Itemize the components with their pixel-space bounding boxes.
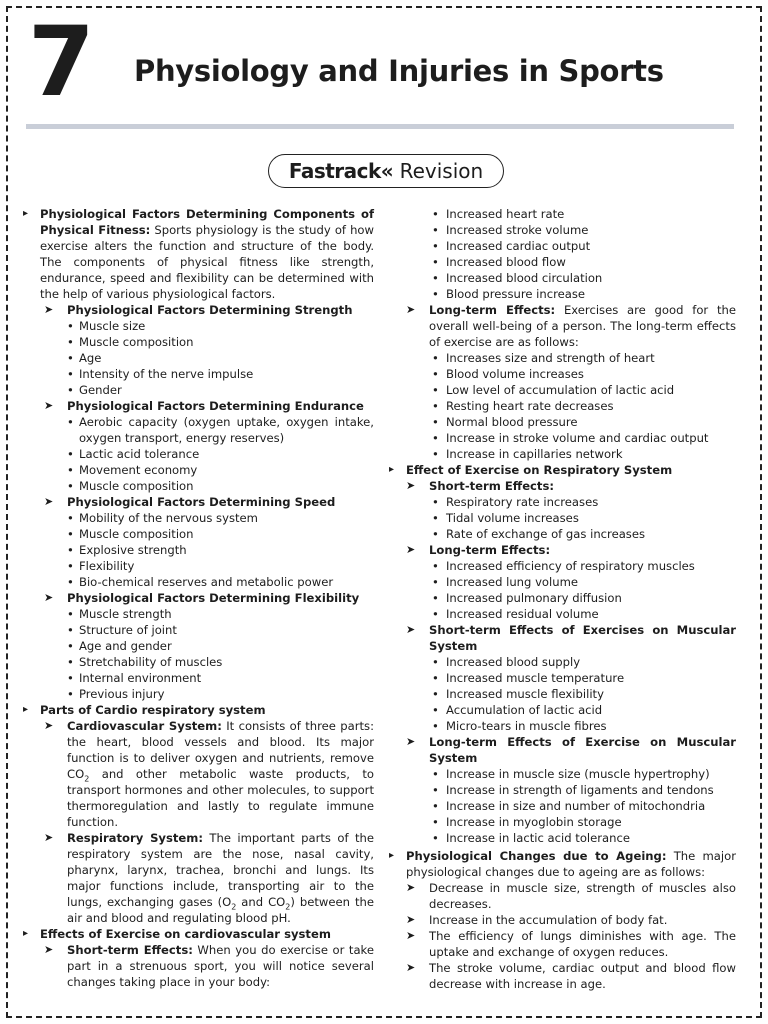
subscript: 2 (84, 774, 90, 784)
list-item-text: Gender (79, 383, 122, 397)
list-item-text: Previous injury (79, 687, 165, 701)
list-item (388, 222, 736, 238)
list-item-text: Blood pressure increase (446, 287, 586, 301)
list-item-text: Muscle strength (79, 607, 172, 621)
list-item-text: Increased blood circulation (446, 271, 603, 285)
bullet-icon: • (432, 239, 439, 253)
bullet-icon: • (67, 383, 74, 397)
list-item (22, 366, 374, 382)
list-item-text: Increase in strength of ligaments and tendons (446, 783, 714, 797)
subsection-title: Long-term Effects of Exercise on Muscular System (429, 735, 736, 765)
list-item (388, 590, 736, 606)
list-item (388, 254, 736, 270)
list-item (388, 814, 736, 830)
bullet-icon: • (432, 703, 439, 717)
list-item (22, 414, 374, 446)
subsection-title: Respiratory System: (67, 831, 203, 845)
subsection-flexibility (22, 590, 374, 606)
subsection-text: and other metabolic waste products, to transport hormones and other molecules, to support thermoregulation and lastly to regulate immune function. (67, 767, 374, 829)
bullet-icon: • (67, 639, 74, 653)
list-item-text: Resting heart rate decreases (446, 399, 614, 413)
list-item-text: Increase in the accumulation of body fat. (429, 913, 668, 927)
list-item-text: Increases size and strength of heart (446, 351, 655, 365)
arrowhead-icon: ➤ (406, 929, 416, 942)
subsection-text: It consists of three parts: the heart, blood vessels and blood. Its major function is to deliver oxygen and nutrients, remove CO (67, 719, 374, 781)
bullet-icon: • (432, 799, 439, 813)
section-title: Parts of Cardio respiratory system (40, 703, 266, 717)
list-item-text: Tidal volume increases (446, 511, 579, 525)
list-item (388, 574, 736, 590)
arrowhead-icon: ➤ (406, 543, 416, 556)
subsection-title: Long-term Effects: (429, 303, 556, 317)
list-item (22, 558, 374, 574)
arrow-bullet-icon: ▸ (23, 208, 29, 219)
bullet-icon: • (67, 367, 74, 381)
list-item-text: Muscle composition (79, 479, 194, 493)
list-item (388, 430, 736, 446)
list-item-text: Flexibility (79, 559, 135, 573)
bullet-icon: • (432, 447, 439, 461)
list-item (22, 318, 374, 334)
arrowhead-icon: ➤ (44, 943, 54, 956)
bullet-icon: • (432, 223, 439, 237)
list-item-text: Increase in stroke volume and cardiac output (446, 431, 709, 445)
bullet-icon: • (432, 255, 439, 269)
bullet-icon: • (67, 463, 74, 477)
list-item-text: Lactic acid tolerance (79, 447, 200, 461)
subsection-short-term (22, 942, 374, 990)
list-item-text: Increased muscle flexibility (446, 687, 604, 701)
section-cardio-respiratory (22, 702, 374, 718)
arrowhead-icon: ➤ (406, 303, 416, 316)
list-item-text: Decrease in muscle size, strength of muscles also decreases. (429, 881, 736, 911)
bullet-icon: • (432, 287, 439, 301)
bullet-icon: • (67, 319, 74, 333)
arrowhead-icon: ➤ (44, 719, 54, 732)
list-item (22, 478, 374, 494)
list-item-text: Increased stroke volume (446, 223, 589, 237)
list-item (388, 830, 736, 846)
bullet-icon: • (432, 559, 439, 573)
list-item (388, 606, 736, 622)
bullet-icon: • (432, 271, 439, 285)
section-text: Sports physiology is the study of how exercise alters the function and structure of the body. The components of physical fitness like strength, endurance, speed and flexibility can be determined with the help of various physiological factors. (40, 223, 374, 301)
list-item-text: Increased residual volume (446, 607, 599, 621)
arrow-bullet-icon: ▸ (389, 850, 395, 861)
list-item-text: Increased muscle temperature (446, 671, 625, 685)
list-item-text: Increase in lactic acid tolerance (446, 831, 630, 845)
subsection-text: When you do exercise or take part in a strenuous sport, you will notice several changes taking place in your body: (67, 943, 374, 989)
bullet-icon: • (432, 367, 439, 381)
subsection-title: Short-term Effects: (67, 943, 193, 957)
list-item (388, 206, 736, 222)
left-column (22, 206, 374, 990)
subsection-strength (22, 302, 374, 318)
list-item (388, 510, 736, 526)
arrowhead-icon: ➤ (406, 735, 416, 748)
list-item-text: Low level of accumulation of lactic acid (446, 383, 675, 397)
list-item-text: Normal blood pressure (446, 415, 578, 429)
list-item (388, 366, 736, 382)
list-item (22, 574, 374, 590)
bullet-icon: • (67, 511, 74, 525)
subsection-text: and CO (236, 895, 286, 909)
subsection-endurance (22, 398, 374, 414)
list-item-text: Increased heart rate (446, 207, 565, 221)
section-title: Physiological Changes due to Ageing: (406, 849, 667, 863)
bullet-icon: • (67, 575, 74, 589)
bullet-icon: • (432, 431, 439, 445)
list-item-text: Increased efficiency of respiratory muscles (446, 559, 695, 573)
list-item-text: Aerobic capacity (oxygen uptake, oxygen intake, oxygen transport, energy reserves) (79, 415, 374, 445)
arrowhead-icon: ➤ (44, 399, 54, 412)
subsection-text: The important parts of the respiratory system are the nose, nasal cavity, pharynx, larynx, trachea, bronchi and lungs. Its major functions include, transporting air to the lungs, exchanging gases (O (67, 831, 374, 909)
list-item-text: Blood volume increases (446, 367, 584, 381)
arrowhead-icon: ➤ (44, 495, 54, 508)
subsection-title: Physiological Factors Determining Speed (67, 495, 336, 509)
bullet-icon: • (67, 559, 74, 573)
badge-label: Revision (393, 159, 484, 183)
bullet-icon: • (432, 511, 439, 525)
title-divider (26, 124, 734, 129)
arrowhead-icon: ➤ (44, 303, 54, 316)
list-item-text: Muscle size (79, 319, 146, 333)
list-item (388, 414, 736, 430)
section-text: The major physiological changes due to ageing are as follows: (406, 849, 736, 879)
list-item (388, 928, 736, 960)
list-item-text: Muscle composition (79, 527, 194, 541)
subsection-short-term (388, 478, 736, 494)
badge-chevron-icon: « (380, 159, 394, 183)
arrowhead-icon: ➤ (44, 831, 54, 844)
bullet-icon: • (67, 671, 74, 685)
bullet-icon: • (67, 623, 74, 637)
bullet-icon: • (67, 527, 74, 541)
list-item-text: Increase in muscle size (muscle hypertrophy) (446, 767, 710, 781)
list-item-text: Increased pulmonary diffusion (446, 591, 622, 605)
list-item (388, 766, 736, 782)
section-physical-fitness (22, 206, 374, 302)
bullet-icon: • (432, 655, 439, 669)
list-item (22, 510, 374, 526)
subsection-speed (22, 494, 374, 510)
list-item-text: Stretchability of muscles (79, 655, 223, 669)
list-item (388, 494, 736, 510)
bullet-icon: • (432, 671, 439, 685)
list-item (388, 686, 736, 702)
arrow-bullet-icon: ▸ (23, 928, 29, 939)
list-item-text: The stroke volume, cardiac output and blood flow decrease with increase in age. (429, 961, 736, 991)
list-item-text: Increased blood supply (446, 655, 581, 669)
badge-brand: Fastrack (288, 159, 381, 183)
list-item (388, 350, 736, 366)
list-item (22, 686, 374, 702)
list-item-text: Increase in capillaries network (446, 447, 623, 461)
subsection-long-term (388, 542, 736, 558)
list-item (22, 446, 374, 462)
right-column (388, 206, 736, 992)
list-item-text: Internal environment (79, 671, 202, 685)
arrowhead-icon: ➤ (406, 881, 416, 894)
bullet-icon: • (67, 479, 74, 493)
list-item (388, 382, 736, 398)
arrowhead-icon: ➤ (406, 623, 416, 636)
bullet-icon: • (432, 607, 439, 621)
section-respiratory-effects (388, 462, 736, 478)
subsection-title: Short-term Effects: (429, 479, 555, 493)
bullet-icon: • (432, 575, 439, 589)
list-item-text: Bio-chemical reserves and metabolic power (79, 575, 334, 589)
section-title: Effects of Exercise on cardiovascular system (40, 927, 331, 941)
list-item (388, 558, 736, 574)
section-title: Physiological Factors Determining Components of Physical Fitness: (40, 207, 374, 237)
list-item (22, 654, 374, 670)
list-item (22, 334, 374, 350)
subsection-title: Physiological Factors Determining Flexibility (67, 591, 360, 605)
bullet-icon: • (432, 767, 439, 781)
list-item (388, 718, 736, 734)
arrow-bullet-icon: ▸ (23, 704, 29, 715)
subsection-muscular-long-term (388, 734, 736, 766)
list-item-text: Muscle composition (79, 335, 194, 349)
bullet-icon: • (67, 447, 74, 461)
bullet-icon: • (432, 399, 439, 413)
bullet-icon: • (432, 687, 439, 701)
section-cardiovascular-effects (22, 926, 374, 942)
list-item-text: Increase in size and number of mitochondria (446, 799, 706, 813)
list-item (388, 702, 736, 718)
list-item (22, 638, 374, 654)
list-item (388, 526, 736, 542)
subsection-title: Long-term Effects: (429, 543, 551, 557)
subsection-cardiovascular (22, 718, 374, 830)
bullet-icon: • (432, 815, 439, 829)
subsection-muscular-short-term (388, 622, 736, 654)
chapter-title: Physiology and Injuries in Sports (134, 54, 664, 88)
list-item (388, 446, 736, 462)
list-item (22, 670, 374, 686)
bullet-icon: • (432, 415, 439, 429)
list-item (388, 270, 736, 286)
bullet-icon: • (432, 719, 439, 733)
bullet-icon: • (432, 207, 439, 221)
list-item (388, 960, 736, 992)
list-item-text: Respiratory rate increases (446, 495, 599, 509)
subsection-title: Short-term Effects of Exercises on Muscular System (429, 623, 736, 653)
list-item (22, 622, 374, 638)
bullet-icon: • (67, 351, 74, 365)
list-item (22, 542, 374, 558)
list-item-text: Explosive strength (79, 543, 187, 557)
fastrack-revision-badge (268, 154, 504, 188)
subscript: 2 (231, 902, 237, 912)
bullet-icon: • (432, 383, 439, 397)
list-item-text: Structure of joint (79, 623, 177, 637)
bullet-icon: • (67, 415, 74, 429)
list-item (22, 382, 374, 398)
list-item-text: Increased blood flow (446, 255, 566, 269)
arrowhead-icon: ➤ (406, 913, 416, 926)
list-item (388, 398, 736, 414)
list-item (22, 350, 374, 366)
list-item (388, 670, 736, 686)
bullet-icon: • (432, 527, 439, 541)
arrowhead-icon: ➤ (406, 479, 416, 492)
bullet-icon: • (432, 351, 439, 365)
arrowhead-icon: ➤ (44, 591, 54, 604)
list-item (22, 462, 374, 478)
list-item-text: Mobility of the nervous system (79, 511, 258, 525)
bullet-icon: • (432, 783, 439, 797)
subsection-title: Cardiovascular System: (67, 719, 222, 733)
list-item-text: Increase in myoglobin storage (446, 815, 622, 829)
list-item-text: Micro-tears in muscle fibres (446, 719, 607, 733)
bullet-icon: • (432, 495, 439, 509)
list-item-text: Increased cardiac output (446, 239, 591, 253)
list-item (22, 606, 374, 622)
section-title: Effect of Exercise on Respiratory System (406, 463, 673, 477)
list-item (388, 782, 736, 798)
chapter-number: 7 (28, 6, 93, 118)
arrow-bullet-icon: ▸ (389, 464, 395, 475)
list-item (388, 880, 736, 912)
subsection-text: Exercises are good for the overall well-being of a person. The long-term effects of exercise are as follows: (429, 303, 736, 349)
subscript: 2 (285, 902, 291, 912)
bullet-icon: • (432, 831, 439, 845)
list-item (388, 798, 736, 814)
bullet-icon: • (67, 607, 74, 621)
list-item (388, 912, 736, 928)
subsection-title: Physiological Factors Determining Strength (67, 303, 353, 317)
list-item-text: Increased lung volume (446, 575, 579, 589)
subsection-respiratory (22, 830, 374, 926)
bullet-icon: • (432, 591, 439, 605)
list-item (22, 526, 374, 542)
list-item-text: Age (79, 351, 102, 365)
list-item (388, 654, 736, 670)
section-ageing (388, 848, 736, 880)
subsection-title: Physiological Factors Determining Endurance (67, 399, 364, 413)
subsection-long-term (388, 302, 736, 350)
bullet-icon: • (67, 543, 74, 557)
list-item-text: The efficiency of lungs diminishes with age. The uptake and exchange of oxygen reduces. (429, 929, 736, 959)
list-item-text: Movement economy (79, 463, 198, 477)
list-item-text: Intensity of the nerve impulse (79, 367, 254, 381)
bullet-icon: • (67, 687, 74, 701)
list-item-text: Age and gender (79, 639, 172, 653)
bullet-icon: • (67, 655, 74, 669)
list-item (388, 238, 736, 254)
list-item (388, 286, 736, 302)
arrowhead-icon: ➤ (406, 961, 416, 974)
list-item-text: Rate of exchange of gas increases (446, 527, 646, 541)
bullet-icon: • (67, 335, 74, 349)
subsection-text: ) between the air and blood and regulating blood pH. (67, 895, 374, 925)
list-item-text: Accumulation of lactic acid (446, 703, 603, 717)
